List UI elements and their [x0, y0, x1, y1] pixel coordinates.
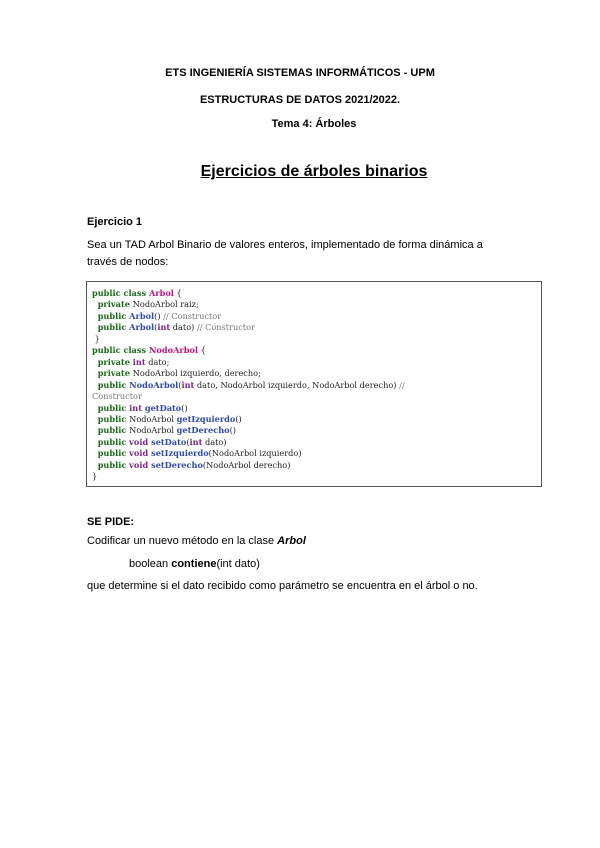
- code-token: getDato: [144, 402, 182, 413]
- code-token: setIzquierdo: [151, 448, 209, 459]
- code-line: [92, 334, 536, 345]
- code-token: public: [92, 413, 130, 424]
- code-token: dato): [170, 322, 197, 333]
- code-line: [92, 380, 536, 391]
- code-token: int: [132, 356, 146, 367]
- code-line: [92, 357, 536, 368]
- code-token: {: [198, 345, 206, 356]
- code-token: int: [157, 322, 171, 333]
- code-token: dato;: [145, 356, 170, 367]
- code-token: Arbol: [148, 288, 174, 298]
- code-line: [92, 448, 536, 459]
- code-token: NodoArbol raiz;: [132, 299, 199, 310]
- request-line-1: [87, 533, 306, 550]
- code-token: void: [129, 448, 152, 459]
- method-name: contiene: [171, 558, 217, 570]
- code-token: private: [92, 356, 133, 367]
- code-line: [92, 288, 536, 299]
- code-token: dato, NodoArbol izquierdo, NodoArbol derecho): [194, 379, 400, 390]
- code-token: (: [178, 379, 182, 390]
- code-token: public: [92, 310, 130, 321]
- topic-header: Tema 4: Árboles: [271, 118, 357, 130]
- request-line-3: que determine si el dato recibido como parámetro se encuentra en el árbol o no.: [87, 580, 478, 592]
- code-token: public: [92, 425, 130, 436]
- code-line: [92, 391, 536, 402]
- code-token: Arbol: [129, 322, 155, 333]
- code-token: (): [181, 402, 188, 413]
- code-line: [92, 460, 536, 471]
- code-token: (NodoArbol izquierdo): [208, 448, 302, 459]
- code-token: int: [189, 436, 203, 447]
- code-token: private: [92, 368, 133, 379]
- school-header: ETS INGENIERÍA SISTEMAS INFORMÁTICOS - UPM: [165, 67, 435, 79]
- code-token: (NodoArbol derecho): [202, 459, 291, 470]
- code-token: public: [92, 448, 130, 459]
- code-token: (: [154, 322, 158, 333]
- code-token: int: [181, 379, 195, 390]
- code-token: public: [92, 322, 130, 333]
- method-signature: [129, 556, 260, 573]
- code-token: (): [154, 310, 164, 321]
- exercise-intro-line-2: través de nodos:: [87, 256, 169, 268]
- code-token: (): [235, 413, 242, 424]
- code-token: }: [92, 471, 98, 482]
- request-heading: SE PIDE:: [87, 516, 135, 528]
- code-token: NodoArbol: [129, 425, 177, 436]
- code-line: [92, 403, 536, 414]
- exercise-heading: Ejercicio 1: [87, 216, 143, 228]
- code-token: {: [173, 288, 182, 298]
- code-block: [86, 281, 542, 487]
- code-line: [92, 345, 536, 356]
- code-token: //: [399, 379, 405, 390]
- code-line: [92, 437, 536, 448]
- code-token: public: [92, 402, 130, 413]
- code-token: }: [92, 333, 100, 344]
- request-class-name: Arbol: [277, 535, 306, 547]
- code-token: NodoArbol izquierdo, derecho;: [132, 368, 261, 379]
- method-return-type: boolean: [129, 558, 172, 570]
- code-line: [92, 299, 536, 310]
- page-title: Ejercicios de árboles binarios: [200, 163, 428, 180]
- code-token: public: [92, 436, 130, 447]
- code-line: [92, 425, 536, 436]
- code-token: public class: [92, 288, 149, 298]
- code-token: int: [129, 402, 145, 413]
- code-token: NodoArbol: [129, 413, 177, 424]
- code-token: setDato: [151, 436, 187, 447]
- code-token: public class: [92, 345, 149, 356]
- code-token: void: [129, 436, 152, 447]
- code-line: [92, 368, 536, 379]
- code-token: NodoArbol: [129, 379, 179, 390]
- code-token: setDerecho: [151, 459, 203, 470]
- code-line: [92, 311, 536, 322]
- code-token: getIzquierdo: [176, 413, 236, 424]
- code-token: // Constructor: [196, 322, 255, 333]
- exercise-intro-line-1: Sea un TAD Arbol Binario de valores enteros, implementado de forma dinámica a: [87, 239, 483, 251]
- code-token: public: [92, 379, 130, 390]
- code-token: public: [92, 459, 130, 470]
- code-token: // Constructor: [163, 310, 222, 321]
- request-line-1-text: Codificar un nuevo método en la clase: [87, 535, 278, 547]
- code-line: [92, 414, 536, 425]
- code-token: (): [229, 425, 236, 436]
- code-token: dato): [202, 436, 227, 447]
- code-token: void: [129, 459, 152, 470]
- course-header: ESTRUCTURAS DE DATOS 2021/2022.: [199, 94, 401, 106]
- method-params: (int dato): [216, 558, 260, 570]
- code-token: Arbol: [129, 310, 155, 321]
- code-token: private: [92, 299, 133, 310]
- code-token: getDerecho: [176, 425, 230, 436]
- code-token: NodoArbol: [148, 345, 199, 356]
- code-line: [92, 471, 536, 482]
- code-token: Constructor: [92, 391, 142, 402]
- code-token: (: [186, 436, 190, 447]
- code-line: [92, 322, 536, 333]
